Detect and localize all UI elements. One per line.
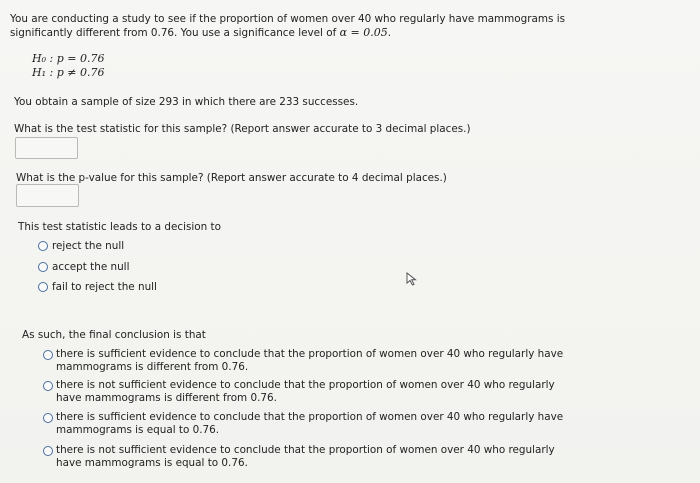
sample-description: You obtain a sample of size 293 in which there are 233 successes. [14, 96, 359, 108]
conclusion-option-line-2: mammograms is different from 0.76. [56, 361, 249, 373]
conclusion-option-line-1: there is not sufficient evidence to conclude that the proportion of women over 40 who regularly [56, 379, 555, 391]
conclusion-option-line-2: mammograms is equal to 0.76. [56, 424, 220, 436]
test-statistic-prompt: What is the test statistic for this sample? (Report answer accurate to 3 decimal places.) [14, 123, 471, 135]
radio-button-icon[interactable] [38, 241, 48, 251]
alternative-hypothesis: H₁ : p ≠ 0.76 [32, 66, 105, 79]
null-hypothesis: H₀ : p = 0.76 [32, 52, 105, 65]
conclusion-option-line-1: there is not sufficient evidence to conclude that the proportion of women over 40 who regularly [56, 444, 555, 456]
alpha-value: α = 0.05 [339, 26, 388, 39]
test-statistic-input[interactable] [15, 137, 78, 159]
p-value-input[interactable] [16, 184, 79, 207]
decision-option-label: accept the null [52, 261, 130, 273]
radio-button-icon[interactable] [43, 413, 53, 423]
decision-option-label: reject the null [52, 240, 125, 252]
conclusion-option-line-1: there is sufficient evidence to conclude that the proportion of women over 40 who regularly have [56, 411, 564, 423]
conclusion-option-line-1: there is sufficient evidence to conclude that the proportion of women over 40 who regularly have [56, 348, 564, 360]
conclusion-prompt: As such, the final conclusion is that [22, 329, 206, 341]
p-value-prompt: What is the p-value for this sample? (Report answer accurate to 4 decimal places.) [16, 172, 447, 184]
mouse-pointer-icon [406, 272, 418, 290]
radio-button-icon[interactable] [38, 262, 48, 272]
intro-line-1: You are conducting a study to see if the proportion of women over 40 who regularly have mammograms is [10, 13, 566, 25]
decision-option-label: fail to reject the null [52, 281, 157, 293]
decision-prompt: This test statistic leads to a decision to [18, 221, 221, 233]
intro-line-2-text: significantly different from 0.76. You use a significance level of [10, 27, 337, 39]
conclusion-option-line-2: have mammograms is equal to 0.76. [56, 457, 248, 469]
radio-button-icon[interactable] [43, 350, 53, 360]
conclusion-option-line-2: have mammograms is different from 0.76. [56, 392, 277, 404]
radio-button-icon[interactable] [43, 446, 53, 456]
intro-line-2 [10, 26, 391, 40]
intro-period: . [387, 27, 392, 39]
radio-button-icon[interactable] [43, 381, 53, 391]
radio-button-icon[interactable] [38, 282, 48, 292]
